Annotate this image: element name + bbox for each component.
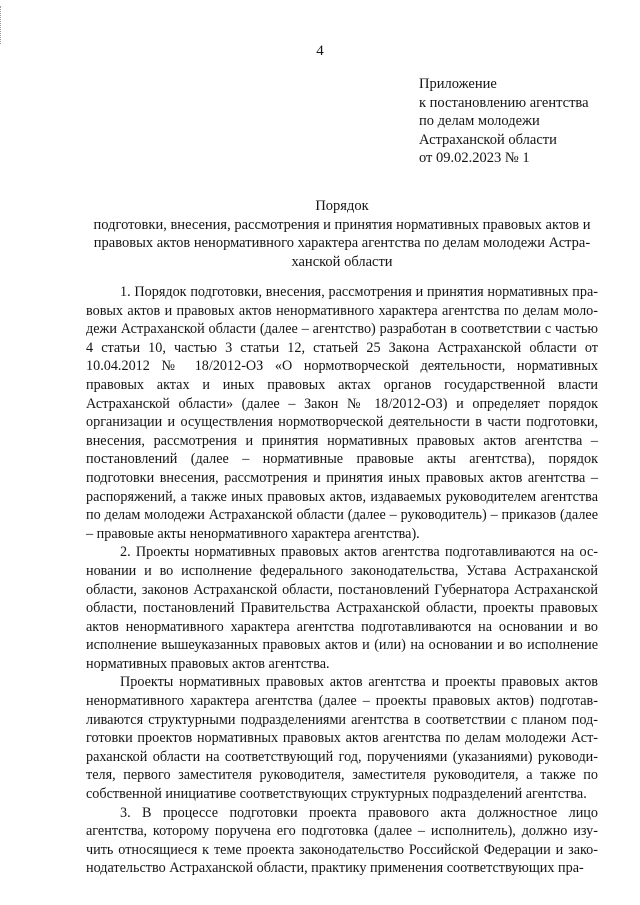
page-number: 4 <box>316 43 324 59</box>
appendix-line-4: Астраханской области <box>419 131 557 148</box>
appendix-line-1: Приложение <box>419 76 497 92</box>
paragraph-2: 2. Проекты нормативных правовых актов агентства подготавливаются на основании и во исполнение федерального законодательства, Устава Астраханской области, законов Астраханской области, постановлений Губернатора Астраханской области, постановлений Правительства Астраханской области, проекты правовых актов ненормативного характера агентства подготавливаются на основании и во исполнение вышеуказанных правовых актов и (или) на основании и во исполнение нормативных правовых актов агентства. <box>86 544 598 672</box>
title-subtitle: подготовки, внесения, рассмотрения и принятия нормативных правовых актов и правовых актов ненормативного характера агентства по делам молодежи Астраханской области <box>93 216 591 270</box>
title-heading: Порядок <box>315 198 369 214</box>
document-title <box>86 197 598 271</box>
appendix-line-3: по делам молодежи <box>419 113 540 130</box>
scan-edge-mark <box>0 6 4 44</box>
paragraph-1: 1. Порядок подготовки, внесения, рассмотрения и принятия нормативных правовых актов и правовых актов ненормативного характера агентства по делам молодежи Астраханской области (далее – агентство) разработан в соответствии с частью 4 статьи 10, частью 3 статьи 12, статьей 25 Закона Астраханской области от 10.04.2012 № 18/2012-ОЗ «О нормотворческой деятельности, нормативных правовых актах и иных правовых актах органов государственной власти Астраханской области» (далее – Закон № 18/2012-ОЗ) и определяет порядок организации и осуществления нормотворческой деятельности в части подготовки, внесения, рассмотрения и принятия нормативных правовых актов агентства – постановлений (далее – нормативные правовые акты агентства), порядок подготовки внесения, рассмотрения и принятия иных правовых актов агентства – распоряжений, а также иных правовых актов, издаваемых руководителем агентства по делам молодежи Астраханской области (далее – руководитель) – приказов (далее – правовые акты ненормативного характера агентства). <box>86 284 598 542</box>
paragraph-3: Проекты нормативных правовых актов агентства и проекты правовых актов ненормативного характера агентства (далее – проекты правовых актов) подготавливаются структурными подразделениями агентства в соответствии с планом подготовки проектов нормативных правовых актов агентства по делам молодежи Астраханской области на соответствующий год, поручениями (указаниями) руководителя, первого заместителя руководителя, заместителя руководителя, а также по собственной инициативе соответствующих структурных подразделений агентства. <box>86 674 598 803</box>
appendix-line-2: к постановлению агентства <box>419 94 589 111</box>
paragraph-4: 3. В процессе подготовки проекта правового акта должностное лицо агентства, которому поручена его подготовка (далее – исполнитель), должно изучить относящиеся к теме проекта законодательство Российской Федерации и законодательство Астраханской области, практику применения соответствующих пра- <box>86 804 598 877</box>
document-body <box>86 283 598 878</box>
appendix-line-5: от 09.02.2023 № 1 <box>419 150 530 167</box>
appendix-block <box>419 75 589 168</box>
